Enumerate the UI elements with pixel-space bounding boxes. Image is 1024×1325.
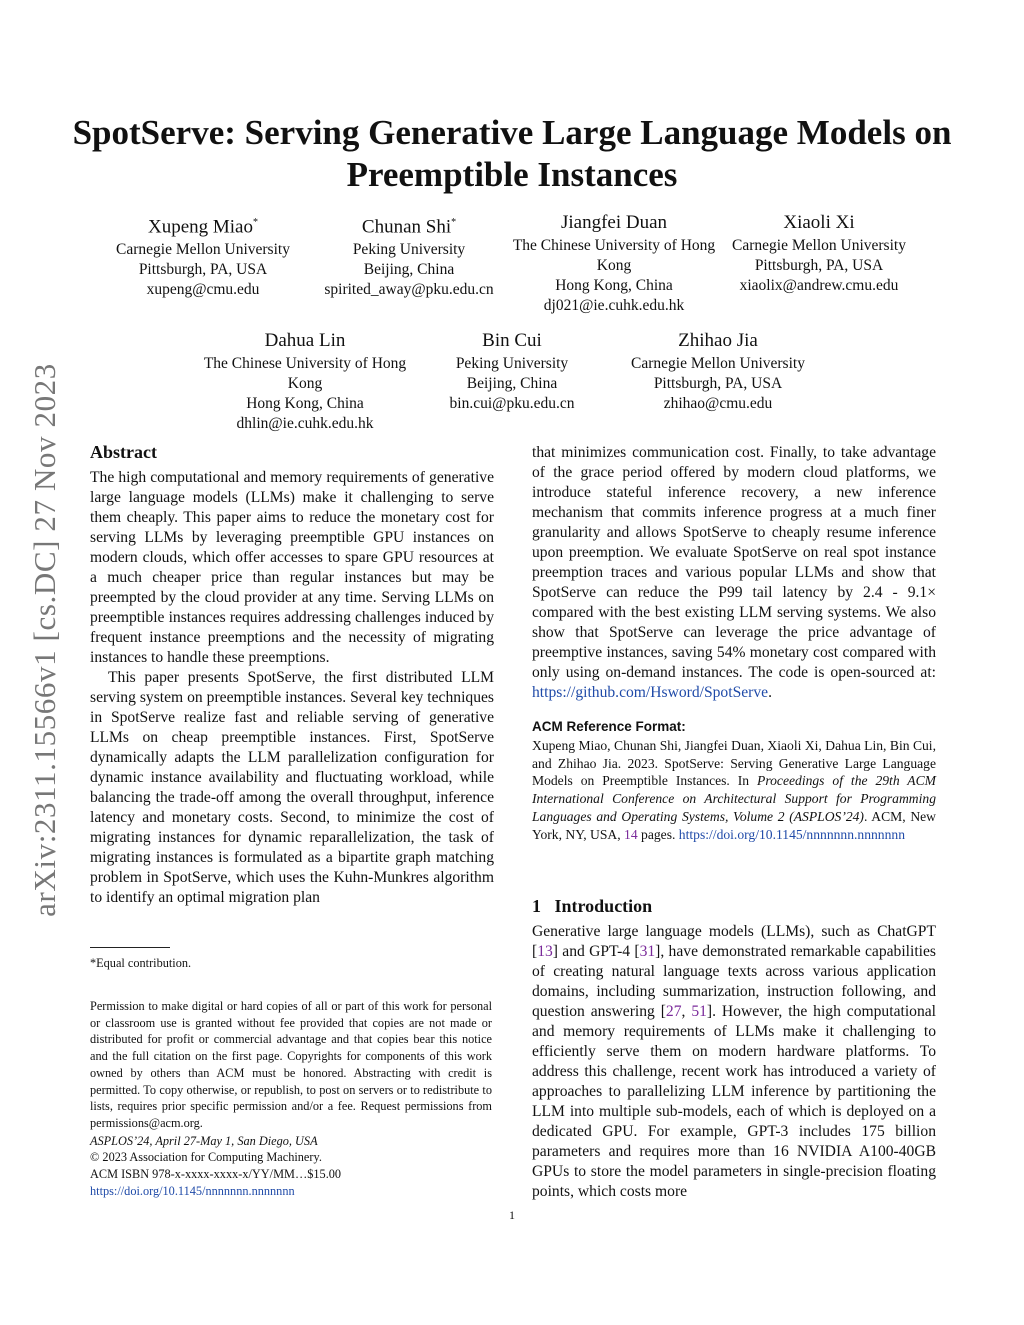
author-name: Zhihao Jia: [678, 330, 758, 351]
introduction-paragraph: Generative large language models (LLMs), such as ChatGPT [13] and GPT-4 [31], have demonstrated remarkable capabilities of creating natural language texts across various application domains, including summarization, instruction following, and question answering [27, 51]. However, the high computational and memory requirements of LLMs make it challenging to efficiently serve them on modern hardware platforms. To address this challenge, recent work has introduced a variety of approaches to parallelizing LLM inference by partitioning the LLM into multiple sub-models, each of which is deployed on a dedicated GPU. For example, GPT-3 includes 175 billion parameters and requires more than 16 NVIDIA A100-40GB GPUs to store the model parameters in single-precision floating points, which costs more: [532, 923, 936, 1200]
acm-doi-link[interactable]: https://doi.org/10.1145/nnnnnnn.nnnnnnn: [678, 826, 905, 842]
author-email: spirited_away@pku.edu.cn: [324, 281, 494, 299]
paper-title: SpotServe: Serving Generative Large Language Models on Preemptible Instances: [72, 113, 952, 194]
abstract-heading: Abstract: [90, 442, 157, 462]
author-block: [714, 210, 924, 296]
page-number: 1: [509, 1208, 515, 1222]
author-block: [304, 210, 514, 300]
author-block: [98, 210, 308, 300]
author-affiliation: The Chinese University of Hong Kong: [512, 237, 716, 274]
author-affiliation: Carnegie Mellon University: [116, 241, 290, 259]
author-email: zhihao@cmu.edu: [663, 395, 773, 412]
doi-link[interactable]: https://doi.org/10.1145/nnnnnnn.nnnnnnn: [90, 1183, 295, 1198]
author-name: Jiangfei Duan: [560, 212, 668, 233]
author-location: Beijing, China: [466, 375, 558, 392]
author-affiliation: Carnegie Mellon University: [631, 355, 805, 372]
author-email: dhlin@ie.cuhk.edu.hk: [236, 415, 374, 432]
abstract-paragraph: This paper presents SpotServe, the first distributed LLM serving system on preemptible instances. Several key techniques in SpotServe realize fast and reliable serving of generative LLMs on cheap preemptible instances. First, SpotServe dynamically adapts the LLM parallelization configuration for dynamic instance availability and fluctuating workload, while balancing the trade-off among the overall throughput, inference latency and monetary costs. Second, to minimize the cost of migrating instances for dynamic reparallelization, the task of migrating instances is formulated as a bipartite graph matching problem in SpotServe, which uses the Kuhn-Munkres algorithm to identify an optimal migration plan: [90, 669, 494, 906]
page-count: 14: [624, 826, 638, 842]
abstract-paragraph-continued: that minimizes communication cost. Finally, to take advantage of the grace period offered by modern cloud platforms, we introduce stateful inference recovery, a new inference mechanism that commits inference progress at a much finer granularity and allows SpotServe to cheaply resume inference upon preemption. We evaluate SpotServe on real spot instance preemption traces and various popular LLMs and show that SpotServe can reduce the P99 tail latency by 2.4 - 9.1× compared with the best existing LLM serving systems. We also show that SpotServe can leverage the price advantage of preemptive instances, saving 54% monetary cost compared with only using on-demand instances. The code is open-sourced at: https://github.com/Hsword/SpotServe.: [532, 444, 936, 701]
author-location: Pittsburgh, PA, USA: [754, 257, 884, 274]
author-block: [201, 328, 409, 434]
section-heading: 1 Introduction: [532, 896, 653, 916]
author-location: Beijing, China: [363, 261, 455, 279]
equal-contribution-mark: *: [253, 217, 258, 228]
author-email: xiaolix@andrew.cmu.edu: [739, 277, 899, 294]
author-email: xupeng@cmu.edu: [146, 281, 260, 299]
author-location: Hong Kong, China: [555, 277, 673, 294]
permission-block: [90, 998, 492, 1199]
copyright: © 2023 Association for Computing Machinery.: [90, 1150, 322, 1165]
citation[interactable]: 13: [537, 943, 553, 960]
arxiv-stamp-text: arXiv:2311.15566v1 [cs.DC] 27 Nov 2023: [27, 363, 63, 917]
isbn: ACM ISBN 978-x-xxxx-xxxx-x/YY/MM…$15.00: [90, 1167, 342, 1182]
code-link[interactable]: https://github.com/Hsword/SpotServe: [532, 684, 769, 701]
author-location: Pittsburgh, PA, USA: [653, 375, 783, 392]
citation[interactable]: 31: [639, 943, 656, 960]
author-block: [407, 328, 617, 414]
author-affiliation: Carnegie Mellon University: [732, 237, 906, 254]
equal-contribution-mark: *: [451, 217, 457, 228]
author-affiliation: Peking University: [352, 241, 466, 259]
permission-text: Permission to make digital or hard copies of all or part of this work for personal or classroom use is granted without fee provided that copies are not made or distributed for profit or commercial advantage and that copies bear this notice and the full citation on the first page. Copyrights for components of this work owned by others than ACM must be honored. Abstracting with credit is permitted. To copy otherwise, or republish, to post on servers or to redistribute to lists, requires prior specific permission and/or a fee. Request permissions from permissions@acm.org.: [90, 999, 492, 1130]
author-block: [613, 328, 823, 414]
introduction-section: [532, 896, 936, 1202]
arxiv-stamp: [24, 330, 66, 950]
author-affiliation: Peking University: [455, 355, 569, 372]
acm-reference-heading: ACM Reference Format:: [532, 719, 686, 734]
author-email: dj021@ie.cuhk.edu.hk: [543, 297, 685, 314]
left-column: [90, 442, 494, 908]
author-email: bin.cui@pku.edu.cn: [449, 395, 575, 412]
footnote: *Equal contribution.: [90, 956, 192, 970]
acm-reference-format: [532, 718, 936, 844]
author-name: Chunan Shi: [361, 216, 452, 238]
conference-venue: ASPLOS’24, April 27-May 1, San Diego, USA: [90, 1133, 318, 1148]
citation[interactable]: 27: [665, 1003, 682, 1020]
citation[interactable]: 51: [691, 1003, 707, 1020]
author-location: Pittsburgh, PA, USA: [138, 261, 268, 279]
author-name: Dahua Lin: [264, 330, 346, 351]
author-affiliation: The Chinese University of Hong Kong: [203, 355, 407, 392]
author-location: Hong Kong, China: [246, 395, 364, 412]
author-name: Xupeng Miao: [147, 216, 253, 238]
footnote-rule: [90, 947, 170, 948]
author-block: [510, 210, 718, 316]
acm-reference-text: Xupeng Miao, Chunan Shi, Jiangfei Duan, Xiaoli Xi, Dahua Lin, Bin Cui, and Zhihao Jia. 2023. SpotServe: Serving Generative Large Language Models on Preemptible Instances. In Proceedings of the 29th ACM International Conference on Architectural Support for Programming Languages and Operating Systems, Volume 2 (ASPLOS’24). ACM, New York, NY, USA, 14 pages. https://doi.org/10.1145/nnnnnnn.nnnnnnn: [532, 737, 936, 842]
right-column: [532, 443, 936, 703]
author-name: Xiaoli Xi: [783, 212, 855, 233]
abstract-paragraph: The high computational and memory requirements of generative large language models (LLMs) make it challenging to serve them cheaply. This paper aims to reduce the monetary cost for serving LLMs by leveraging preemptible GPU instances on modern clouds, which offer accesses to spare GPU resources at a much cheaper price than regular instances but may be preempted by the cloud provider at any time. Serving LLMs on preemptible instances requires addressing challenges induced by frequent instance preemptions and the necessity of migrating instances to handle these preemptions.: [90, 469, 494, 666]
author-name: Bin Cui: [482, 330, 542, 351]
